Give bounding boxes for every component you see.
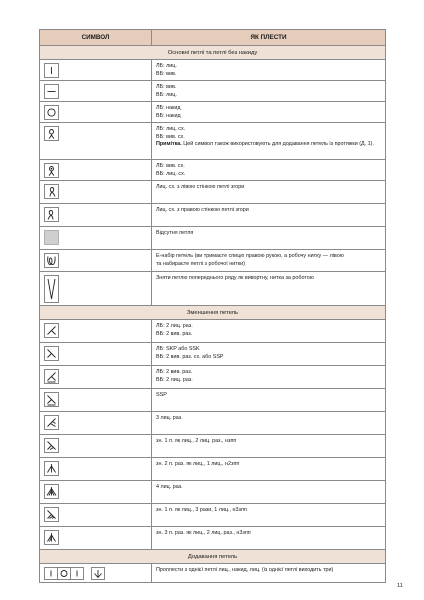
- section-row: [40, 550, 386, 564]
- symbol-cell: [40, 458, 152, 481]
- table-row: [40, 227, 386, 250]
- description-cell: [152, 102, 386, 123]
- symbol-cell: [40, 227, 152, 250]
- description-line: ВБ: вив. сх.: [156, 133, 185, 140]
- sk3p-icon: [44, 507, 59, 522]
- description-line: та набираєте петлі з робочої нитки): [156, 260, 245, 267]
- description-cell: [152, 227, 386, 250]
- description-cell: [152, 435, 386, 458]
- description-line: зн. 3 п. раз. як лиц., 2 лиц. раз., н3зпп: [156, 530, 251, 536]
- description-cell: [152, 458, 386, 481]
- symbol-cell: [40, 366, 152, 389]
- ssk-icon: [44, 346, 59, 361]
- description-line: Лиц. сх. з лівою стінкою петлі згори: [156, 184, 245, 190]
- description-line: зн. 2 п. раз. як лиц., 1 лиц., н2зпп: [156, 461, 240, 467]
- symbol-cell: [40, 123, 152, 160]
- symbol-cell: [40, 435, 152, 458]
- table-row: [40, 181, 386, 204]
- description-line: ВБ: лиц. сх.: [156, 170, 186, 177]
- section-row: [40, 306, 386, 320]
- description-cell: [152, 60, 386, 81]
- symbol-cell: [40, 272, 152, 306]
- twisted-dot-stitch-icon: [44, 163, 59, 178]
- symbol-cell: [40, 250, 152, 272]
- symbol-cell: [40, 60, 152, 81]
- table-header-row: [40, 30, 386, 46]
- description-line: ЛБ: SKP або SSK: [156, 346, 200, 352]
- table-row: [40, 81, 386, 102]
- k2tog-icon: [44, 323, 59, 338]
- description-line: ЛБ: лиц.: [156, 63, 177, 69]
- section-row: [40, 46, 386, 60]
- description-cell: [152, 204, 386, 227]
- section-basic: Основні петлі та петлі без накиду: [40, 46, 386, 60]
- description-line: 4 лиц. раз.: [156, 484, 183, 490]
- table-row: [40, 272, 386, 306]
- note-label: Примітка.: [156, 141, 182, 148]
- table-row: [40, 564, 386, 583]
- description-cell: [152, 366, 386, 389]
- table-row: [40, 102, 386, 123]
- symbol-cell: [40, 564, 152, 583]
- symbol-cell: [40, 481, 152, 504]
- symbol-cell: [40, 81, 152, 102]
- description-line: ВБ: 2 вив. раз. сх. або SSP: [156, 353, 224, 360]
- description-line: ВБ: вив.: [156, 70, 177, 77]
- description-cell: [152, 412, 386, 435]
- description-line: Зняти петлю попереднього ряду як вивортну, нитка за роботою: [156, 275, 314, 281]
- description-cell: [152, 343, 386, 366]
- symbol-cell: [40, 160, 152, 181]
- sk2p-left-icon: [44, 461, 59, 476]
- description-cell: [152, 160, 386, 181]
- description-line: ЛБ: 2 лиц. раз.: [156, 323, 193, 329]
- description-line: зн. 1 п. як лиц., 3 рази, 1 лиц., н3зпп: [156, 507, 247, 513]
- no-stitch-icon: [44, 230, 59, 245]
- table-row: [40, 204, 386, 227]
- left-leg-twisted-icon: [44, 184, 59, 199]
- description-line: ЛБ: накид: [156, 105, 181, 111]
- k4tog-icon: [44, 484, 59, 499]
- section-increase: Додавання петель: [40, 550, 386, 564]
- page-number: 11: [397, 583, 403, 589]
- description-line: ВБ: 2 лиц. раз.: [156, 376, 193, 383]
- description-cell: [152, 527, 386, 550]
- ssp-icon: [44, 392, 59, 407]
- description-line: Е-набір петель (ви тримаєте спицю правою рукою, а робочу нитку — лівою: [156, 253, 344, 259]
- description-line: ВБ: накид: [156, 112, 181, 119]
- table-row: [40, 366, 386, 389]
- note-body: Цей символ також використовують для додавання петель із протяжки (Д. 1).: [181, 141, 374, 148]
- description-cell: [152, 564, 386, 583]
- description-line: ЛБ: лиц. сх.: [156, 126, 186, 132]
- description-line: Проплести з однієї петлі лиц., накид, лиц. (із однієї петлі виходить три): [156, 567, 334, 573]
- symbol-cell: [40, 527, 152, 550]
- table-row: [40, 504, 386, 527]
- symbol-cell: [40, 412, 152, 435]
- sk2p-right-icon: [44, 438, 59, 453]
- table-row: [40, 160, 386, 181]
- slip-stitch-icon: [44, 275, 59, 303]
- table-row: [40, 320, 386, 343]
- section-decrease: Зменшення петель: [40, 306, 386, 320]
- e-cast-on-icon: [44, 253, 59, 268]
- table-row: [40, 250, 386, 272]
- header-how-to-knit: ЯК ПЛЕСТИ: [152, 30, 386, 46]
- circle-yarn-over-icon: [44, 105, 59, 120]
- knit-yo-knit-icon: [44, 567, 106, 580]
- description-cell: [152, 389, 386, 412]
- k3tog-icon: [44, 415, 59, 430]
- symbol-cell: [40, 504, 152, 527]
- description-line: Відсутня петля: [156, 230, 194, 236]
- symbol-cell: [40, 343, 152, 366]
- symbol-cell: [40, 389, 152, 412]
- right-leg-twisted-icon: [44, 207, 59, 222]
- symbol-cell: [40, 320, 152, 343]
- table-row: [40, 435, 386, 458]
- description-cell: [152, 504, 386, 527]
- description-line: 3 лиц. раз.: [156, 415, 183, 421]
- description-cell: [152, 181, 386, 204]
- symbol-cell: [40, 204, 152, 227]
- note-text: [156, 141, 381, 149]
- table-row: [40, 343, 386, 366]
- description-cell: [152, 123, 386, 160]
- description-line: Лиц. сх. з правою стінкою петлі згори: [156, 207, 249, 213]
- description-line: ЛБ: 2 вив. раз.: [156, 369, 193, 375]
- description-cell: [152, 320, 386, 343]
- table-row: [40, 389, 386, 412]
- description-line: SSP: [156, 392, 167, 398]
- description-line: ВБ: 2 вив. раз.: [156, 330, 193, 337]
- header-symbol: СИМВОЛ: [40, 30, 152, 46]
- symbol-cell: [40, 102, 152, 123]
- table-row: [40, 123, 386, 160]
- table-row: [40, 60, 386, 81]
- p2tog-icon: [44, 369, 59, 384]
- description-line: ЛБ: вив.: [156, 84, 177, 90]
- twisted-stitch-icon: [44, 126, 59, 141]
- s3k2p-icon: [44, 530, 59, 545]
- description-cell: [152, 481, 386, 504]
- table-row: [40, 412, 386, 435]
- description-line: ЛБ: вив. сх.: [156, 163, 185, 169]
- table-row: [40, 458, 386, 481]
- table-row: [40, 527, 386, 550]
- description-cell: [152, 81, 386, 102]
- symbol-legend-table: [39, 29, 386, 583]
- description-line: ВБ: лиц.: [156, 91, 177, 98]
- description-cell: [152, 250, 386, 272]
- description-cell: [152, 272, 386, 306]
- table-row: [40, 481, 386, 504]
- symbol-cell: [40, 181, 152, 204]
- horizontal-line-icon: [44, 84, 59, 99]
- description-line: зн. 1 п. як лиц., 2 лиц. раз., нзпп: [156, 438, 237, 444]
- vertical-line-icon: [44, 63, 59, 78]
